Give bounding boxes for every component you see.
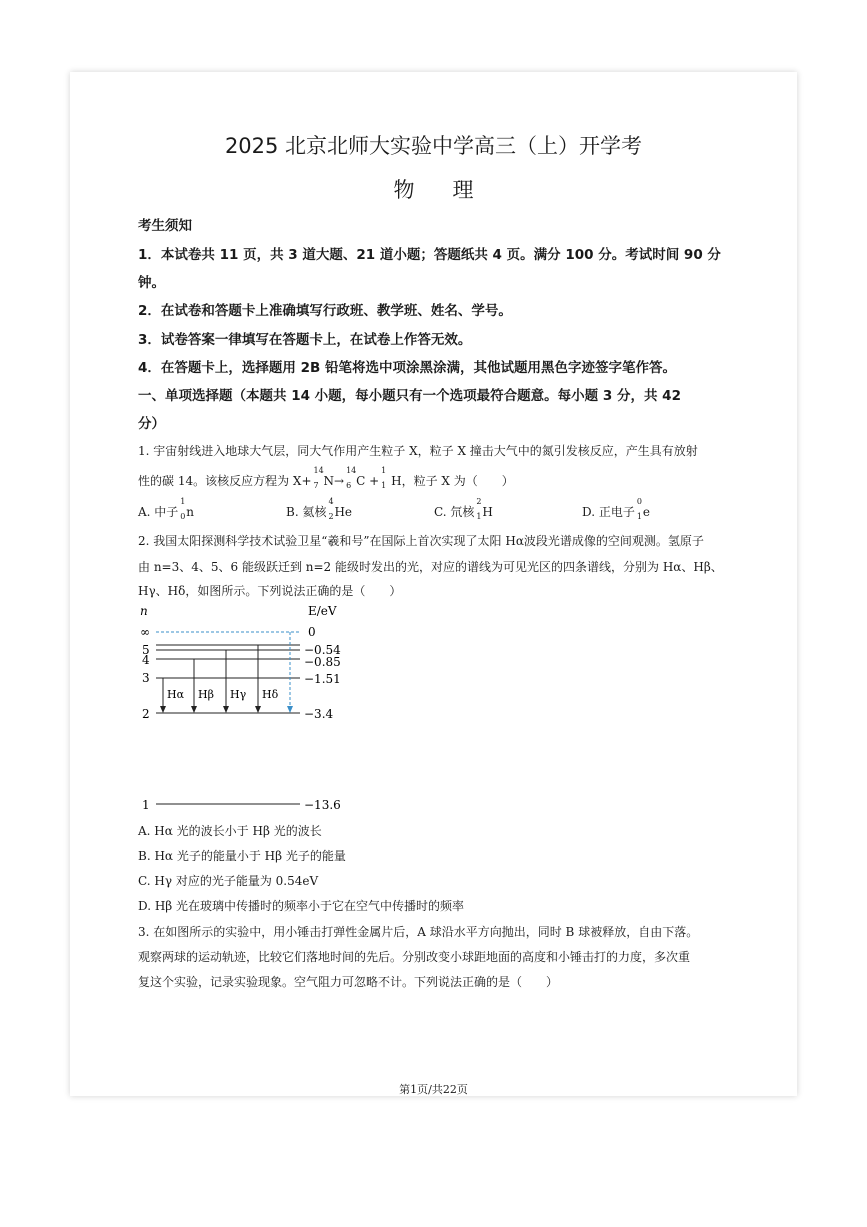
q3-stem-line3: 复这个实验，记录实验现象。空气阻力可忽略不计。下列说法正确的是（ ） (138, 975, 559, 989)
label-h-beta: Hβ (198, 688, 214, 701)
h-gamma-arrowhead (223, 706, 229, 713)
label-h-delta: Hδ (262, 688, 279, 701)
section-heading: 一、单项选择题（本题共 14 小题，每小题只有一个选项最符合题意。每小题 3 分，共 42 (138, 388, 681, 404)
exam-title: 2025 北京北师大实验中学高三（上）开学考 (224, 134, 643, 158)
axis-label-energy: E/eV (308, 604, 337, 618)
h-beta-arrowhead (191, 706, 197, 713)
page-number: 第1页/共22页 (399, 1083, 468, 1096)
notice-item-1: 1．本试卷共 11 页，共 3 道大题、21 道小题；答题纸共 4 页。满分 100 分。考试时间 90 分 (138, 247, 721, 263)
energy-level-diagram (130, 602, 370, 822)
exam-page (70, 72, 797, 1096)
q3-stem-line2: 观察两球的运动轨迹，比较它们落地时间的先后。分别改变小球距地面的高度和小锤击打的力度，多次重 (138, 950, 691, 964)
label-h-alpha: Hα (167, 688, 185, 701)
n-label-5: 5 (142, 643, 150, 657)
axis-label-n: n (140, 604, 148, 618)
n-label-1: 1 (142, 798, 150, 812)
q1-option-c: C. 氘核 2 1 H (434, 497, 493, 521)
h-delta-arrowhead (255, 706, 261, 713)
nuclide-n14: 14 7 N (313, 466, 334, 490)
e-label-151: −1.51 (304, 672, 341, 686)
section-heading-cont: 分） (138, 416, 165, 432)
n-label-2: 2 (142, 707, 150, 721)
q1-stem-line2 (138, 466, 514, 490)
label-h-gamma: Hγ (230, 688, 247, 701)
q3-stem-line1: 3. 在如图所示的实验中，用小锤击打弹性金属片后，A 球沿水平方向抛出，同时 B 球被释放，自由下落。 (138, 925, 699, 939)
q2-stem-line2: 由 n=3、4、5、6 能级跃迁到 n=2 能级时发出的光，对应的谱线为可见光区的四条谱线，分别为 Hα、Hβ、 (138, 560, 723, 574)
e-label-0: 0 (308, 625, 316, 639)
q2-stem-line1: 2. 我国太阳探测科学技术试验卫星“羲和号”在国际上首次实现了太阳 Hα波段光谱成像的空间观测。氢原子 (138, 534, 704, 548)
notice-heading: 考生须知 (138, 218, 192, 234)
q2-option-a: A. Hα 光的波长小于 Hβ 光的波长 (138, 824, 322, 838)
plus-sign: + (369, 474, 380, 488)
q1-stem-pre: 性的碳 14。该核反应方程为 X+ (138, 474, 312, 488)
n-label-inf: ∞ (140, 625, 150, 639)
q2-option-d: D. Hβ 光在玻璃中传播时的频率小于它在空气中传播时的频率 (138, 899, 465, 913)
reaction-arrow: → (334, 474, 345, 488)
notice-item-2: 2．在试卷和答题卡上准确填写行政班、教学班、姓名、学号。 (138, 303, 512, 319)
q2-stem-line3: Hγ、Hδ，如图所示。下列说法正确的是（ ） (138, 584, 402, 598)
nuclide-c14: 14 6 C (346, 466, 366, 490)
e-label-34: −3.4 (304, 707, 334, 721)
subject-title: 物理 (393, 178, 512, 202)
q1-option-d: D. 正电子 0 1 e (582, 497, 650, 521)
ionization-arrowhead (287, 706, 293, 713)
q1-option-a: A. 中子 1 0 n (138, 497, 195, 521)
notice-item-4: 4．在答题卡上，选择题用 2B 铅笔将选中项涂黑涂满，其他试题用黑色字迹签字笔作答。 (138, 360, 676, 376)
e-label-085: −0.85 (304, 655, 341, 669)
e-label-136: −13.6 (304, 798, 341, 812)
n-label-3: 3 (142, 671, 150, 685)
h-alpha-arrowhead (160, 706, 166, 713)
q1-option-b: B. 氦核 4 2 He (286, 497, 353, 521)
n-label-4: 4 (142, 653, 150, 667)
nuclide-h1: 1 1 H (381, 466, 402, 490)
e-label-054: −0.54 (304, 643, 341, 657)
notice-item-1-cont: 钟。 (138, 275, 165, 291)
q2-option-b: B. Hα 光子的能量小于 Hβ 光子的能量 (138, 849, 346, 863)
q2-option-c: C. Hγ 对应的光子能量为 0.54eV (138, 874, 319, 888)
notice-item-3: 3．试卷答案一律填写在答题卡上，在试卷上作答无效。 (138, 332, 472, 348)
q1-stem-post: ，粒子 X 为（ ） (401, 474, 514, 488)
q1-stem-line1: 1. 宇宙射线进入地球大气层，同大气作用产生粒子 X，粒子 X 撞击大气中的氮引发核反应，产生具有放射 (138, 444, 698, 458)
